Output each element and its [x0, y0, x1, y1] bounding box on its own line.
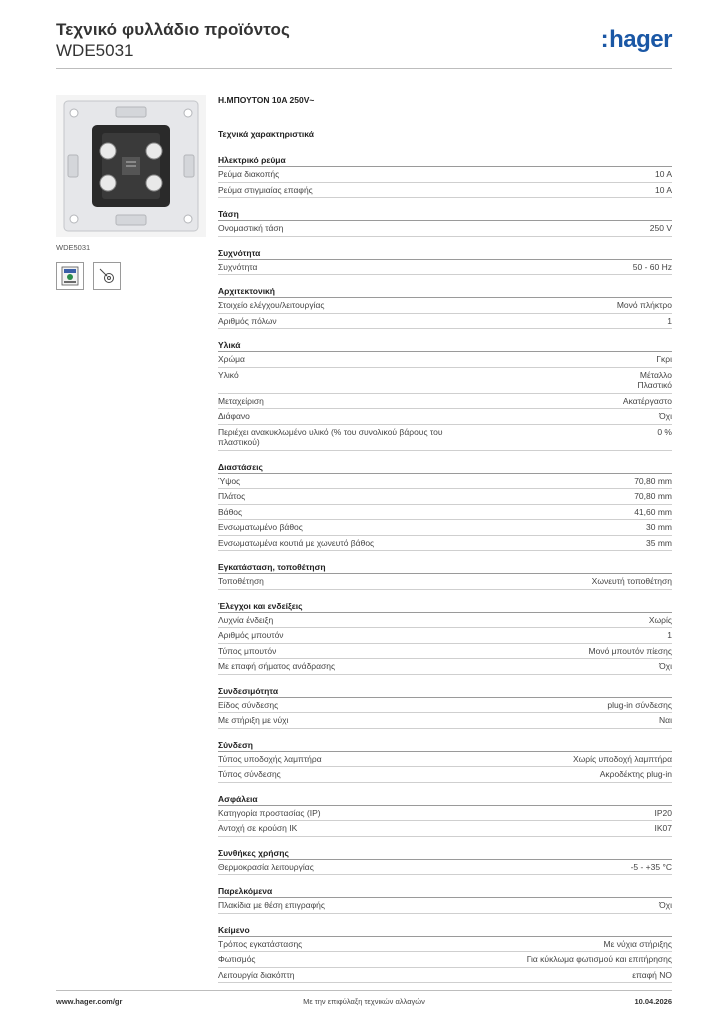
- document-product-code: WDE5031: [56, 41, 134, 60]
- spec-row: [218, 425, 672, 451]
- spec-row: [218, 260, 672, 276]
- spec-row-value: 10 A: [654, 184, 672, 195]
- product-code-caption: WDE5031: [56, 243, 91, 252]
- spec-group-title: Σύνδεση: [218, 740, 672, 752]
- spec-row: [218, 394, 672, 410]
- spec-row-label: Ρεύμα διακοπής: [218, 169, 280, 179]
- spec-row: [218, 628, 672, 644]
- spec-row-label: Στοιχείο ελέγχου/λειτουργίας: [218, 300, 325, 310]
- spec-row: [218, 520, 672, 536]
- spec-row-label: Ενσωματωμένα κουτιά με χωνευτό βάθος: [218, 537, 375, 548]
- spec-group-title: Υλικά: [218, 340, 672, 352]
- footer-date: 10.04.2026: [634, 997, 672, 1006]
- spec-row-value: Μονό πλήκτρο: [616, 300, 672, 310]
- spec-row-value: 70,80 mm: [634, 491, 672, 501]
- spec-row-value: Ακατέργαστο: [622, 395, 672, 406]
- spec-row: [218, 505, 672, 521]
- spec-group-title: Εγκατάσταση, τοποθέτηση: [218, 562, 672, 574]
- spec-row: [218, 574, 672, 590]
- spec-group: [218, 740, 672, 783]
- spec-group-title: Συνθήκες χρήσης: [218, 848, 672, 860]
- spec-group: [218, 155, 672, 198]
- spec-row: [218, 489, 672, 505]
- spec-row-value: Γκρι: [656, 354, 672, 364]
- spec-row-label: Περιέχει ανακυκλωμένο υλικό (% του συνολικού βάρους του πλαστικού): [218, 426, 443, 447]
- spec-row-label: Με στήριξη με νύχι: [218, 715, 289, 725]
- spec-row: [218, 368, 672, 394]
- spec-group: [218, 848, 672, 876]
- spec-row-value: 10 A: [654, 169, 672, 179]
- spec-row-label: Τύπος σύνδεσης: [218, 769, 281, 779]
- spec-row-label: Χρώμα: [218, 354, 245, 364]
- footer-note: Με την επιφύλαξη τεχνικών αλλαγών: [303, 997, 425, 1006]
- spec-row-value: Χωρίς: [648, 614, 672, 625]
- spec-row: [218, 167, 672, 183]
- spec-row-value: Ακροδέκτης plug-in: [599, 769, 672, 779]
- spec-row: [218, 713, 672, 729]
- spec-row-label: Τοποθέτηση: [218, 576, 264, 586]
- spec-row-value: Χωνευτή τοποθέτηση: [591, 576, 672, 586]
- spec-row-label: Πλάτος: [218, 491, 246, 501]
- spec-row-value: Με νύχια στήριξης: [603, 938, 672, 949]
- spec-row-value: Μέταλλο Πλαστικό: [637, 369, 672, 390]
- spec-group: [218, 925, 672, 984]
- certification-icons: [56, 262, 206, 290]
- spec-row: [218, 752, 672, 768]
- spec-row-label: Θερμοκρασία λειτουργίας: [218, 861, 314, 872]
- spec-row-value: 1: [667, 630, 672, 640]
- spec-group-title: Συχνότητα: [218, 248, 672, 260]
- spec-row: [218, 183, 672, 199]
- technical-specs-heading: Τεχνικά χαρακτηριστικά: [218, 129, 314, 139]
- spec-group: [218, 209, 672, 237]
- spec-row: [218, 698, 672, 714]
- spec-row-label: Ενσωματωμένο βάθος: [218, 522, 303, 532]
- spec-row-value: επαφή NO: [632, 969, 672, 980]
- spec-row-value: 1: [667, 315, 672, 326]
- logo-text: hager: [609, 26, 672, 53]
- spec-row-label: Τύπος υποδοχής λαμπτήρα: [218, 753, 322, 764]
- spec-group: [218, 686, 672, 729]
- spec-row-value: plug-in σύνδεσης: [607, 699, 672, 710]
- spec-row-value: 250 V: [649, 223, 672, 233]
- wire-connection-icon: [93, 262, 121, 290]
- spec-row: [218, 298, 672, 314]
- spec-row-value: 35 mm: [646, 537, 672, 548]
- hager-logo: [601, 26, 672, 54]
- spec-row-label: Με επαφή σήματος ανάδρασης: [218, 661, 336, 671]
- spec-group-title: Έλεγχοι και ενδείξεις: [218, 601, 672, 613]
- spec-row-label: Αντοχή σε κρούση IK: [218, 823, 298, 833]
- document-title: Τεχνικό φυλλάδιο προϊόντος: [56, 20, 290, 39]
- spec-row-label: Τύπος μπουτόν: [218, 645, 277, 656]
- spec-row-value: 50 - 60 Hz: [632, 261, 672, 272]
- spec-row-label: Ύψος: [218, 475, 241, 486]
- spec-row: [218, 474, 672, 490]
- specifications-column: [218, 95, 672, 994]
- spec-row-value: IP20: [654, 807, 672, 818]
- spec-row-value: 70,80 mm: [634, 475, 672, 486]
- push-button-insert-icon: [56, 95, 206, 237]
- spec-groups: [218, 155, 672, 983]
- spec-row-label: Συχνότητα: [218, 261, 258, 272]
- logo-colon-mark: :: [600, 26, 609, 53]
- product-photo: [56, 95, 206, 237]
- spec-row-label: Ονομαστική τάση: [218, 223, 284, 233]
- spec-group: [218, 286, 672, 329]
- spec-group-title: Κείμενο: [218, 925, 672, 937]
- spec-row: [218, 613, 672, 629]
- page-header: [56, 20, 672, 70]
- spec-group-title: Διαστάσεις: [218, 462, 672, 474]
- header-divider: [56, 68, 672, 69]
- spec-row: [218, 821, 672, 837]
- spec-row: [218, 644, 672, 660]
- product-name: Η.ΜΠΟΥΤΟΝ 10A 250V~: [218, 95, 315, 105]
- spec-row-value: IK07: [654, 823, 672, 833]
- spec-row-label: Αριθμός πόλων: [218, 315, 277, 326]
- spec-group: [218, 340, 672, 451]
- spec-row: [218, 937, 672, 953]
- spec-group-title: Αρχιτεκτονική: [218, 286, 672, 298]
- spec-row-value: -5 - +35 °C: [630, 861, 672, 872]
- spec-group-title: Ηλεκτρικό ρεύμα: [218, 155, 672, 167]
- spec-row-value: Όχι: [659, 661, 672, 671]
- spec-row: [218, 314, 672, 330]
- spec-row: [218, 536, 672, 552]
- spec-row-label: Λυχνία ένδειξη: [218, 614, 274, 625]
- spec-group: [218, 462, 672, 552]
- spec-row-value: 30 mm: [646, 522, 672, 532]
- spec-row-label: Ρεύμα στιγμιαίας επαφής: [218, 184, 313, 195]
- product-image-column: [56, 95, 206, 290]
- spec-row: [218, 221, 672, 237]
- spec-row-label: Λειτουργία διακόπτη: [218, 969, 295, 980]
- spec-row-value: Ναι: [659, 715, 672, 725]
- spec-row: [218, 767, 672, 783]
- spec-group-title: Τάση: [218, 209, 672, 221]
- spec-group: [218, 562, 672, 590]
- spec-row: [218, 659, 672, 675]
- spec-group: [218, 886, 672, 914]
- spec-group-title: Παρελκόμενα: [218, 886, 672, 898]
- spec-row-value: Χωρίς υποδοχή λαμπτήρα: [572, 753, 672, 764]
- spec-row-label: Είδος σύνδεσης: [218, 699, 279, 710]
- spec-group-title: Ασφάλεια: [218, 794, 672, 806]
- spec-row: [218, 860, 672, 876]
- spec-row-value: Όχι: [659, 411, 672, 421]
- spec-row-label: Τρόπος εγκατάστασης: [218, 938, 303, 949]
- spec-row-value: Όχι: [659, 900, 672, 910]
- spec-row: [218, 952, 672, 968]
- spec-group: [218, 601, 672, 675]
- spec-row: [218, 409, 672, 425]
- spec-row: [218, 806, 672, 822]
- spec-row-value: 41,60 mm: [634, 506, 672, 517]
- spec-row-label: Υλικό: [218, 369, 239, 380]
- spec-row-value: Για κύκλωμα φωτισμού και επιτήρησης: [526, 954, 672, 964]
- spec-row: [218, 898, 672, 914]
- footer-website-link[interactable]: www.hager.com/gr: [56, 997, 123, 1006]
- spec-row-label: Διάφανο: [218, 411, 250, 421]
- spec-group: [218, 248, 672, 276]
- spec-row-value: 0 %: [657, 426, 672, 437]
- spec-row-value: Μονό μπουτόν πίεσης: [588, 645, 672, 656]
- spec-row-label: Μεταχείριση: [218, 395, 264, 406]
- spec-row-label: Φωτισμός: [218, 954, 256, 964]
- spec-row-label: Αριθμός μπουτόν: [218, 630, 284, 640]
- energy-label-icon: [56, 262, 84, 290]
- footer-divider: [56, 990, 672, 991]
- spec-row: [218, 968, 672, 984]
- spec-row-label: Πλακίδια με θέση επιγραφής: [218, 900, 325, 910]
- spec-row-label: Κατηγορία προστασίας (IP): [218, 807, 321, 818]
- spec-row-label: Βάθος: [218, 506, 243, 517]
- spec-group-title: Συνδεσιμότητα: [218, 686, 672, 698]
- spec-row: [218, 352, 672, 368]
- spec-group: [218, 794, 672, 837]
